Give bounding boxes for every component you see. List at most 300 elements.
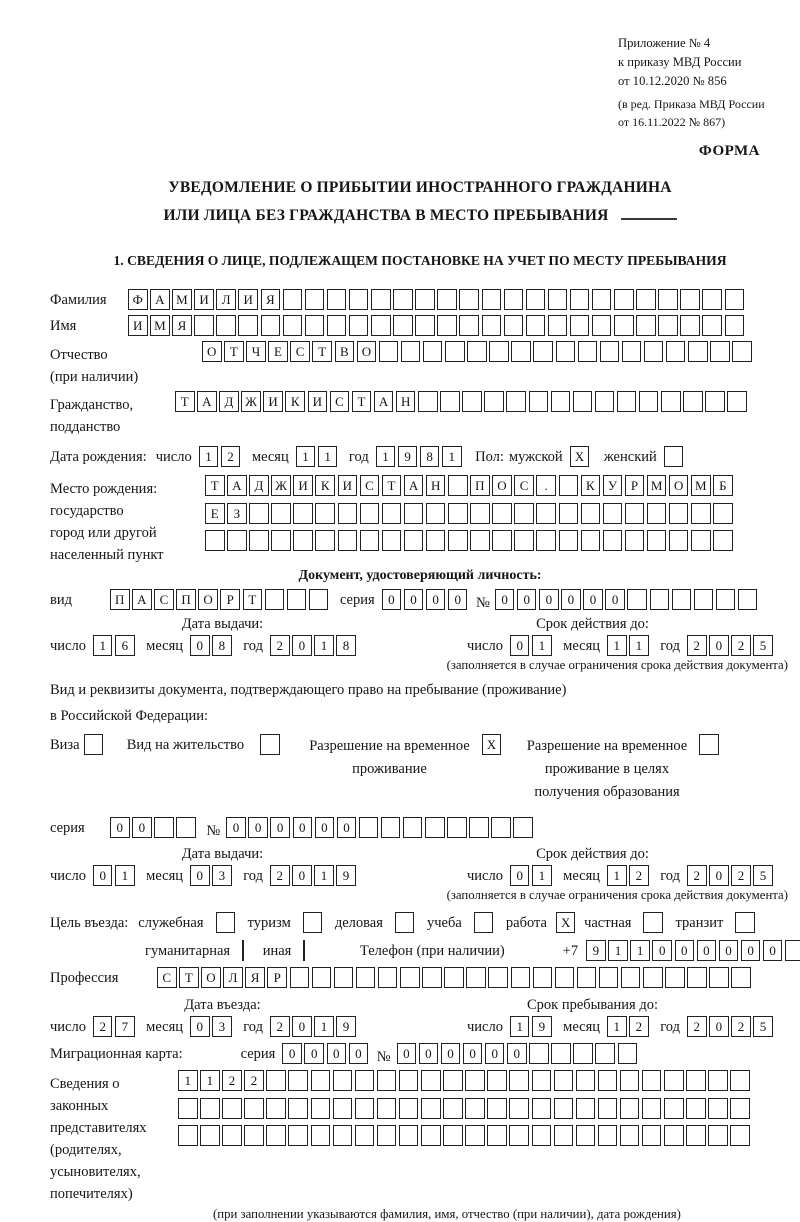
char-cell[interactable] — [642, 1125, 662, 1146]
purpose-private-checkbox[interactable] — [643, 912, 663, 933]
char-cell[interactable] — [642, 1070, 662, 1091]
char-cell[interactable]: Н — [426, 475, 446, 496]
char-cell[interactable] — [627, 589, 647, 610]
char-cell[interactable]: 1 — [607, 865, 627, 886]
char-cell[interactable]: 2 — [244, 1070, 264, 1091]
char-cell[interactable] — [261, 315, 281, 336]
char-cell[interactable]: М — [691, 475, 711, 496]
char-cell[interactable] — [249, 530, 269, 551]
char-cell[interactable] — [425, 817, 445, 838]
char-cell[interactable]: 7 — [115, 1016, 135, 1037]
char-cell[interactable] — [470, 530, 490, 551]
char-cell[interactable] — [573, 391, 593, 412]
char-cell[interactable] — [570, 315, 590, 336]
char-cell[interactable]: С — [290, 341, 310, 362]
char-cell[interactable] — [548, 289, 568, 310]
char-cell[interactable]: И — [338, 475, 358, 496]
char-cell[interactable]: 0 — [426, 589, 446, 610]
char-cell[interactable] — [694, 589, 714, 610]
char-cell[interactable]: 0 — [292, 635, 312, 656]
char-cell[interactable] — [426, 503, 446, 524]
char-cell[interactable] — [293, 530, 313, 551]
char-cell[interactable]: 1 — [532, 635, 552, 656]
char-cell[interactable]: С — [514, 475, 534, 496]
char-cell[interactable]: 0 — [292, 1016, 312, 1037]
char-cell[interactable]: Я — [172, 315, 192, 336]
char-cell[interactable] — [469, 817, 489, 838]
char-cell[interactable]: О — [669, 475, 689, 496]
char-cell[interactable] — [658, 289, 678, 310]
char-cell[interactable]: О — [202, 341, 222, 362]
char-cell[interactable]: 1 — [630, 940, 650, 961]
char-cell[interactable]: И — [238, 289, 258, 310]
char-cell[interactable] — [377, 1125, 397, 1146]
char-cell[interactable]: С — [154, 589, 174, 610]
char-cell[interactable]: 1 — [115, 865, 135, 886]
char-cell[interactable] — [489, 341, 509, 362]
char-cell[interactable] — [265, 589, 285, 610]
char-cell[interactable] — [338, 503, 358, 524]
char-cell[interactable] — [581, 503, 601, 524]
char-cell[interactable] — [448, 503, 468, 524]
char-cell[interactable] — [311, 1070, 331, 1091]
char-cell[interactable]: И — [293, 475, 313, 496]
char-cell[interactable] — [178, 1125, 198, 1146]
char-cell[interactable] — [404, 530, 424, 551]
char-cell[interactable] — [533, 967, 553, 988]
char-cell[interactable] — [617, 391, 637, 412]
char-cell[interactable]: 9 — [336, 865, 356, 886]
char-cell[interactable] — [526, 315, 546, 336]
char-cell[interactable] — [509, 1125, 529, 1146]
temp-residence-checkbox[interactable]: X — [482, 734, 502, 755]
char-cell[interactable] — [710, 341, 730, 362]
char-cell[interactable] — [577, 967, 597, 988]
char-cell[interactable] — [415, 289, 435, 310]
char-cell[interactable]: 2 — [731, 635, 751, 656]
char-cell[interactable] — [244, 1098, 264, 1119]
char-cell[interactable]: 1 — [178, 1070, 198, 1091]
char-cell[interactable] — [371, 289, 391, 310]
char-cell[interactable] — [266, 1125, 286, 1146]
char-cell[interactable] — [399, 1125, 419, 1146]
char-cell[interactable]: 1 — [629, 635, 649, 656]
char-cell[interactable] — [288, 1070, 308, 1091]
char-cell[interactable] — [592, 289, 612, 310]
char-cell[interactable] — [465, 1098, 485, 1119]
char-cell[interactable] — [403, 817, 423, 838]
char-cell[interactable]: А — [227, 475, 247, 496]
char-cell[interactable] — [401, 341, 421, 362]
char-cell[interactable] — [467, 341, 487, 362]
char-cell[interactable] — [444, 967, 464, 988]
char-cell[interactable]: Т — [382, 475, 402, 496]
char-cell[interactable] — [664, 1125, 684, 1146]
char-cell[interactable] — [399, 1070, 419, 1091]
char-cell[interactable] — [205, 530, 225, 551]
char-cell[interactable]: 2 — [687, 865, 707, 886]
char-cell[interactable]: 2 — [629, 1016, 649, 1037]
purpose-tourism-checkbox[interactable] — [303, 912, 323, 933]
char-cell[interactable]: 0 — [190, 635, 210, 656]
char-cell[interactable]: 0 — [709, 865, 729, 886]
char-cell[interactable] — [658, 315, 678, 336]
char-cell[interactable] — [669, 503, 689, 524]
char-cell[interactable] — [650, 589, 670, 610]
char-cell[interactable]: 0 — [510, 865, 530, 886]
char-cell[interactable]: 1 — [199, 446, 219, 467]
char-cell[interactable] — [702, 315, 722, 336]
char-cell[interactable] — [459, 315, 479, 336]
char-cell[interactable]: Н — [396, 391, 416, 412]
char-cell[interactable]: 0 — [605, 589, 625, 610]
char-cell[interactable] — [404, 503, 424, 524]
char-cell[interactable]: А — [197, 391, 217, 412]
char-cell[interactable]: 0 — [304, 1043, 324, 1064]
char-cell[interactable] — [708, 1125, 728, 1146]
char-cell[interactable] — [355, 1070, 375, 1091]
char-cell[interactable] — [620, 1070, 640, 1091]
char-cell[interactable]: Т — [312, 341, 332, 362]
char-cell[interactable] — [576, 1070, 596, 1091]
char-cell[interactable] — [614, 315, 634, 336]
char-cell[interactable]: 2 — [222, 1070, 242, 1091]
char-cell[interactable] — [644, 341, 664, 362]
char-cell[interactable]: 0 — [495, 589, 515, 610]
char-cell[interactable]: 3 — [212, 865, 232, 886]
char-cell[interactable]: 0 — [517, 589, 537, 610]
char-cell[interactable] — [672, 589, 692, 610]
char-cell[interactable] — [511, 967, 531, 988]
char-cell[interactable]: Б — [713, 475, 733, 496]
char-cell[interactable] — [448, 530, 468, 551]
char-cell[interactable] — [311, 1098, 331, 1119]
char-cell[interactable] — [727, 391, 747, 412]
char-cell[interactable] — [393, 289, 413, 310]
char-cell[interactable] — [506, 391, 526, 412]
char-cell[interactable]: 2 — [221, 446, 241, 467]
char-cell[interactable] — [491, 817, 511, 838]
char-cell[interactable]: 0 — [226, 817, 246, 838]
char-cell[interactable]: 0 — [190, 865, 210, 886]
char-cell[interactable] — [664, 1070, 684, 1091]
char-cell[interactable]: 2 — [270, 635, 290, 656]
char-cell[interactable] — [725, 315, 745, 336]
char-cell[interactable]: 3 — [212, 1016, 232, 1037]
char-cell[interactable] — [288, 1098, 308, 1119]
char-cell[interactable]: И — [263, 391, 283, 412]
char-cell[interactable] — [603, 503, 623, 524]
char-cell[interactable]: 0 — [292, 865, 312, 886]
char-cell[interactable] — [437, 315, 457, 336]
char-cell[interactable] — [556, 341, 576, 362]
char-cell[interactable]: 0 — [709, 1016, 729, 1037]
char-cell[interactable] — [559, 475, 579, 496]
char-cell[interactable]: 0 — [441, 1043, 461, 1064]
char-cell[interactable] — [576, 1125, 596, 1146]
char-cell[interactable]: 0 — [719, 940, 739, 961]
char-cell[interactable] — [154, 817, 174, 838]
char-cell[interactable]: 2 — [687, 635, 707, 656]
char-cell[interactable] — [421, 1070, 441, 1091]
purpose-transit-checkbox[interactable] — [735, 912, 755, 933]
purpose-business-checkbox[interactable] — [395, 912, 415, 933]
char-cell[interactable] — [621, 967, 641, 988]
char-cell[interactable] — [536, 503, 556, 524]
char-cell[interactable]: 2 — [270, 1016, 290, 1037]
char-cell[interactable] — [592, 315, 612, 336]
char-cell[interactable]: 8 — [420, 446, 440, 467]
purpose-other-checkbox[interactable] — [303, 940, 305, 961]
char-cell[interactable]: П — [176, 589, 196, 610]
char-cell[interactable] — [554, 1070, 574, 1091]
char-cell[interactable] — [576, 1098, 596, 1119]
char-cell[interactable] — [487, 1098, 507, 1119]
char-cell[interactable] — [716, 589, 736, 610]
char-cell[interactable]: 0 — [448, 589, 468, 610]
char-cell[interactable] — [421, 1125, 441, 1146]
char-cell[interactable] — [730, 1070, 750, 1091]
char-cell[interactable] — [443, 1070, 463, 1091]
char-cell[interactable] — [459, 289, 479, 310]
char-cell[interactable] — [559, 503, 579, 524]
purpose-study-checkbox[interactable] — [474, 912, 494, 933]
char-cell[interactable] — [730, 1098, 750, 1119]
char-cell[interactable] — [283, 315, 303, 336]
char-cell[interactable] — [421, 1098, 441, 1119]
residence-permit-checkbox[interactable] — [260, 734, 280, 755]
char-cell[interactable] — [437, 289, 457, 310]
char-cell[interactable]: 2 — [731, 865, 751, 886]
char-cell[interactable] — [360, 503, 380, 524]
char-cell[interactable]: В — [335, 341, 355, 362]
char-cell[interactable]: 1 — [510, 1016, 530, 1037]
char-cell[interactable] — [377, 1070, 397, 1091]
char-cell[interactable] — [238, 315, 258, 336]
char-cell[interactable] — [176, 817, 196, 838]
char-cell[interactable] — [669, 530, 689, 551]
char-cell[interactable] — [683, 391, 703, 412]
char-cell[interactable]: 1 — [532, 865, 552, 886]
char-cell[interactable]: 2 — [270, 865, 290, 886]
char-cell[interactable]: 1 — [376, 446, 396, 467]
char-cell[interactable] — [315, 503, 335, 524]
char-cell[interactable]: 1 — [314, 1016, 334, 1037]
char-cell[interactable]: 5 — [753, 865, 773, 886]
char-cell[interactable] — [686, 1125, 706, 1146]
char-cell[interactable] — [470, 503, 490, 524]
char-cell[interactable]: 0 — [93, 865, 113, 886]
char-cell[interactable] — [647, 503, 667, 524]
sex-male-checkbox[interactable]: X — [570, 446, 590, 467]
char-cell[interactable]: Т — [224, 341, 244, 362]
char-cell[interactable] — [647, 530, 667, 551]
char-cell[interactable] — [194, 315, 214, 336]
char-cell[interactable]: 2 — [629, 865, 649, 886]
char-cell[interactable] — [422, 967, 442, 988]
char-cell[interactable]: Р — [220, 589, 240, 610]
char-cell[interactable]: О — [201, 967, 221, 988]
char-cell[interactable] — [691, 530, 711, 551]
char-cell[interactable]: П — [470, 475, 490, 496]
char-cell[interactable]: 8 — [336, 635, 356, 656]
char-cell[interactable]: Т — [179, 967, 199, 988]
char-cell[interactable]: 0 — [132, 817, 152, 838]
char-cell[interactable]: 0 — [741, 940, 761, 961]
char-cell[interactable] — [290, 967, 310, 988]
char-cell[interactable] — [570, 289, 590, 310]
char-cell[interactable] — [598, 1070, 618, 1091]
char-cell[interactable] — [529, 391, 549, 412]
char-cell[interactable]: Л — [223, 967, 243, 988]
char-cell[interactable] — [551, 1043, 571, 1064]
char-cell[interactable] — [636, 315, 656, 336]
char-cell[interactable] — [492, 503, 512, 524]
char-cell[interactable] — [462, 391, 482, 412]
char-cell[interactable]: С — [330, 391, 350, 412]
char-cell[interactable] — [639, 391, 659, 412]
char-cell[interactable] — [705, 391, 725, 412]
char-cell[interactable] — [415, 315, 435, 336]
char-cell[interactable]: 5 — [753, 1016, 773, 1037]
char-cell[interactable] — [730, 1125, 750, 1146]
char-cell[interactable]: 2 — [687, 1016, 707, 1037]
char-cell[interactable] — [680, 315, 700, 336]
char-cell[interactable] — [338, 530, 358, 551]
char-cell[interactable]: 1 — [442, 446, 462, 467]
char-cell[interactable] — [713, 503, 733, 524]
char-cell[interactable]: 1 — [318, 446, 338, 467]
char-cell[interactable]: 0 — [190, 1016, 210, 1037]
char-cell[interactable] — [305, 315, 325, 336]
char-cell[interactable] — [222, 1098, 242, 1119]
char-cell[interactable] — [266, 1070, 286, 1091]
char-cell[interactable]: 0 — [337, 817, 357, 838]
char-cell[interactable]: 0 — [349, 1043, 369, 1064]
char-cell[interactable]: Е — [268, 341, 288, 362]
char-cell[interactable]: 5 — [753, 635, 773, 656]
char-cell[interactable] — [708, 1070, 728, 1091]
char-cell[interactable] — [532, 1070, 552, 1091]
char-cell[interactable] — [465, 1125, 485, 1146]
char-cell[interactable] — [311, 1125, 331, 1146]
char-cell[interactable]: П — [110, 589, 130, 610]
char-cell[interactable] — [305, 289, 325, 310]
char-cell[interactable] — [725, 289, 745, 310]
char-cell[interactable] — [423, 341, 443, 362]
char-cell[interactable]: И — [308, 391, 328, 412]
purpose-work-checkbox[interactable]: X — [556, 912, 576, 933]
char-cell[interactable]: У — [603, 475, 623, 496]
char-cell[interactable]: И — [128, 315, 148, 336]
char-cell[interactable]: 0 — [315, 817, 335, 838]
char-cell[interactable]: 6 — [115, 635, 135, 656]
char-cell[interactable]: С — [360, 475, 380, 496]
char-cell[interactable]: Д — [219, 391, 239, 412]
char-cell[interactable] — [356, 967, 376, 988]
char-cell[interactable] — [598, 1098, 618, 1119]
char-cell[interactable] — [448, 475, 468, 496]
char-cell[interactable] — [465, 1070, 485, 1091]
char-cell[interactable]: А — [150, 289, 170, 310]
char-cell[interactable] — [526, 289, 546, 310]
char-cell[interactable] — [581, 530, 601, 551]
char-cell[interactable] — [661, 391, 681, 412]
char-cell[interactable] — [691, 503, 711, 524]
char-cell[interactable] — [614, 289, 634, 310]
char-cell[interactable] — [514, 530, 534, 551]
char-cell[interactable] — [482, 315, 502, 336]
char-cell[interactable] — [620, 1125, 640, 1146]
char-cell[interactable]: К — [581, 475, 601, 496]
char-cell[interactable] — [687, 967, 707, 988]
char-cell[interactable] — [360, 530, 380, 551]
char-cell[interactable]: 1 — [93, 635, 113, 656]
char-cell[interactable]: Т — [243, 589, 263, 610]
char-cell[interactable] — [620, 1098, 640, 1119]
char-cell[interactable] — [559, 530, 579, 551]
char-cell[interactable] — [379, 341, 399, 362]
char-cell[interactable]: . — [536, 475, 556, 496]
char-cell[interactable]: Я — [261, 289, 281, 310]
char-cell[interactable] — [642, 1098, 662, 1119]
char-cell[interactable]: 1 — [314, 865, 334, 886]
char-cell[interactable]: 0 — [293, 817, 313, 838]
char-cell[interactable] — [355, 1098, 375, 1119]
char-cell[interactable]: 0 — [110, 817, 130, 838]
char-cell[interactable] — [504, 315, 524, 336]
char-cell[interactable]: 0 — [709, 635, 729, 656]
char-cell[interactable] — [222, 1125, 242, 1146]
char-cell[interactable]: О — [492, 475, 512, 496]
char-cell[interactable]: 0 — [270, 817, 290, 838]
char-cell[interactable] — [315, 530, 335, 551]
char-cell[interactable]: А — [404, 475, 424, 496]
char-cell[interactable]: 0 — [463, 1043, 483, 1064]
char-cell[interactable] — [333, 1125, 353, 1146]
char-cell[interactable] — [287, 589, 307, 610]
char-cell[interactable] — [334, 967, 354, 988]
char-cell[interactable] — [713, 530, 733, 551]
char-cell[interactable] — [440, 391, 460, 412]
char-cell[interactable] — [532, 1098, 552, 1119]
char-cell[interactable] — [227, 530, 247, 551]
char-cell[interactable] — [688, 341, 708, 362]
char-cell[interactable]: 2 — [731, 1016, 751, 1037]
char-cell[interactable]: 1 — [607, 1016, 627, 1037]
char-cell[interactable] — [509, 1098, 529, 1119]
char-cell[interactable]: 0 — [652, 940, 672, 961]
char-cell[interactable]: Ч — [246, 341, 266, 362]
char-cell[interactable] — [309, 589, 329, 610]
char-cell[interactable]: К — [285, 391, 305, 412]
char-cell[interactable] — [492, 530, 512, 551]
purpose-humanitarian-checkbox[interactable] — [242, 940, 244, 961]
char-cell[interactable] — [382, 530, 402, 551]
char-cell[interactable]: 0 — [561, 589, 581, 610]
char-cell[interactable]: М — [172, 289, 192, 310]
char-cell[interactable] — [200, 1098, 220, 1119]
char-cell[interactable] — [271, 530, 291, 551]
char-cell[interactable] — [665, 967, 685, 988]
char-cell[interactable] — [504, 289, 524, 310]
char-cell[interactable]: М — [647, 475, 667, 496]
char-cell[interactable]: 1 — [607, 635, 627, 656]
char-cell[interactable]: 1 — [608, 940, 628, 961]
char-cell[interactable]: Е — [205, 503, 225, 524]
char-cell[interactable]: Ф — [128, 289, 148, 310]
char-cell[interactable] — [536, 530, 556, 551]
